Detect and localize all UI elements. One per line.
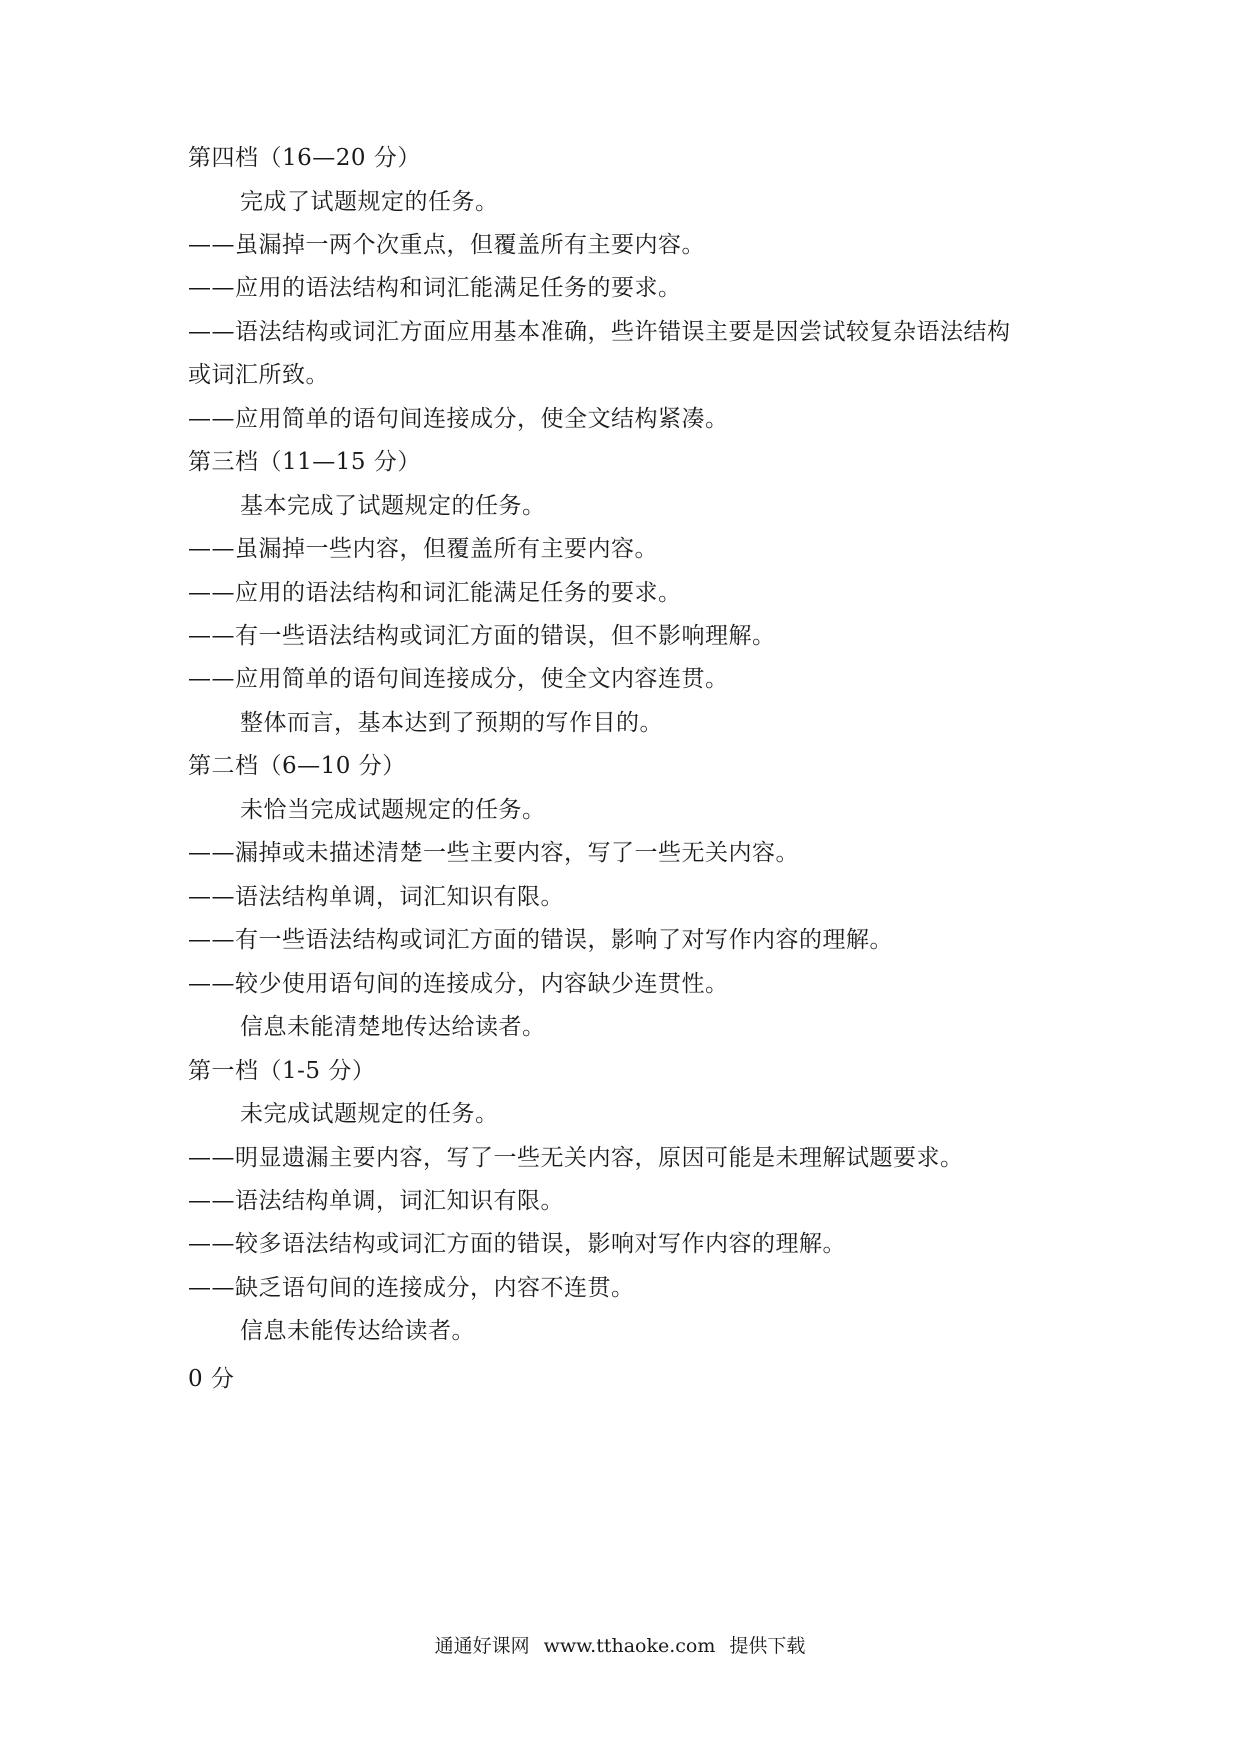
section-summary: 信息未能传达给读者。 bbox=[240, 1318, 475, 1344]
criterion-line: ——语法结构或词汇方面应用基本准确，些许错误主要是因尝试较复杂语法结构 bbox=[188, 319, 1011, 345]
criterion-line: ——应用的语法结构和词汇能满足任务的要求。 bbox=[188, 580, 682, 606]
criterion-line-continued: 或词汇所致。 bbox=[188, 362, 329, 388]
section-intro: 未完成试题规定的任务。 bbox=[240, 1101, 499, 1127]
criterion-line: ——漏掉或未描述清楚一些主要内容，写了一些无关内容。 bbox=[188, 840, 799, 866]
criterion-line: ——有一些语法结构或词汇方面的错误，影响了对写作内容的理解。 bbox=[188, 927, 893, 953]
criterion-line: ——较少使用语句间的连接成分，内容缺少连贯性。 bbox=[188, 971, 729, 997]
section-intro: 未恰当完成试题规定的任务。 bbox=[240, 797, 546, 823]
criterion-line: ——明显遗漏主要内容，写了一些无关内容，原因可能是未理解试题要求。 bbox=[188, 1145, 964, 1171]
section-heading-4: 第四档（16—20 分） bbox=[188, 145, 421, 171]
criterion-line: ——有一些语法结构或词汇方面的错误，但不影响理解。 bbox=[188, 623, 776, 649]
page-footer bbox=[0, 1633, 1240, 1659]
section-summary: 信息未能清楚地传达给读者。 bbox=[240, 1014, 546, 1040]
criterion-line: ——语法结构单调，词汇知识有限。 bbox=[188, 1188, 564, 1214]
criterion-line: ——虽漏掉一些内容，但覆盖所有主要内容。 bbox=[188, 536, 658, 562]
criterion-line: ——缺乏语句间的连接成分，内容不连贯。 bbox=[188, 1275, 635, 1301]
section-heading-3: 第三档（11—15 分） bbox=[188, 449, 421, 475]
criterion-line: ——应用简单的语句间连接成分，使全文内容连贯。 bbox=[188, 666, 729, 692]
section-intro: 基本完成了试题规定的任务。 bbox=[240, 493, 546, 519]
section-heading-1: 第一档（1-5 分） bbox=[188, 1058, 376, 1084]
section-intro: 完成了试题规定的任务。 bbox=[240, 189, 499, 215]
criterion-line: ——应用的语法结构和词汇能满足任务的要求。 bbox=[188, 275, 682, 301]
footer-suffix: 提供下载 bbox=[729, 1635, 806, 1657]
criterion-line: ——语法结构单调，词汇知识有限。 bbox=[188, 884, 564, 910]
footer-site-name: 通通好课网 bbox=[434, 1635, 530, 1657]
criterion-line: ——虽漏掉一两个次重点，但覆盖所有主要内容。 bbox=[188, 232, 705, 258]
criterion-line: ——较多语法结构或词汇方面的错误，影响对写作内容的理解。 bbox=[188, 1231, 846, 1257]
footer-url[interactable]: www.tthaoke.com bbox=[543, 1635, 716, 1657]
criterion-line: ——应用简单的语句间连接成分，使全文结构紧凑。 bbox=[188, 406, 729, 432]
section-heading-0: 0 分 bbox=[188, 1366, 235, 1392]
section-summary: 整体而言，基本达到了预期的写作目的。 bbox=[240, 710, 663, 736]
section-heading-2: 第二档（6—10 分） bbox=[188, 753, 406, 779]
